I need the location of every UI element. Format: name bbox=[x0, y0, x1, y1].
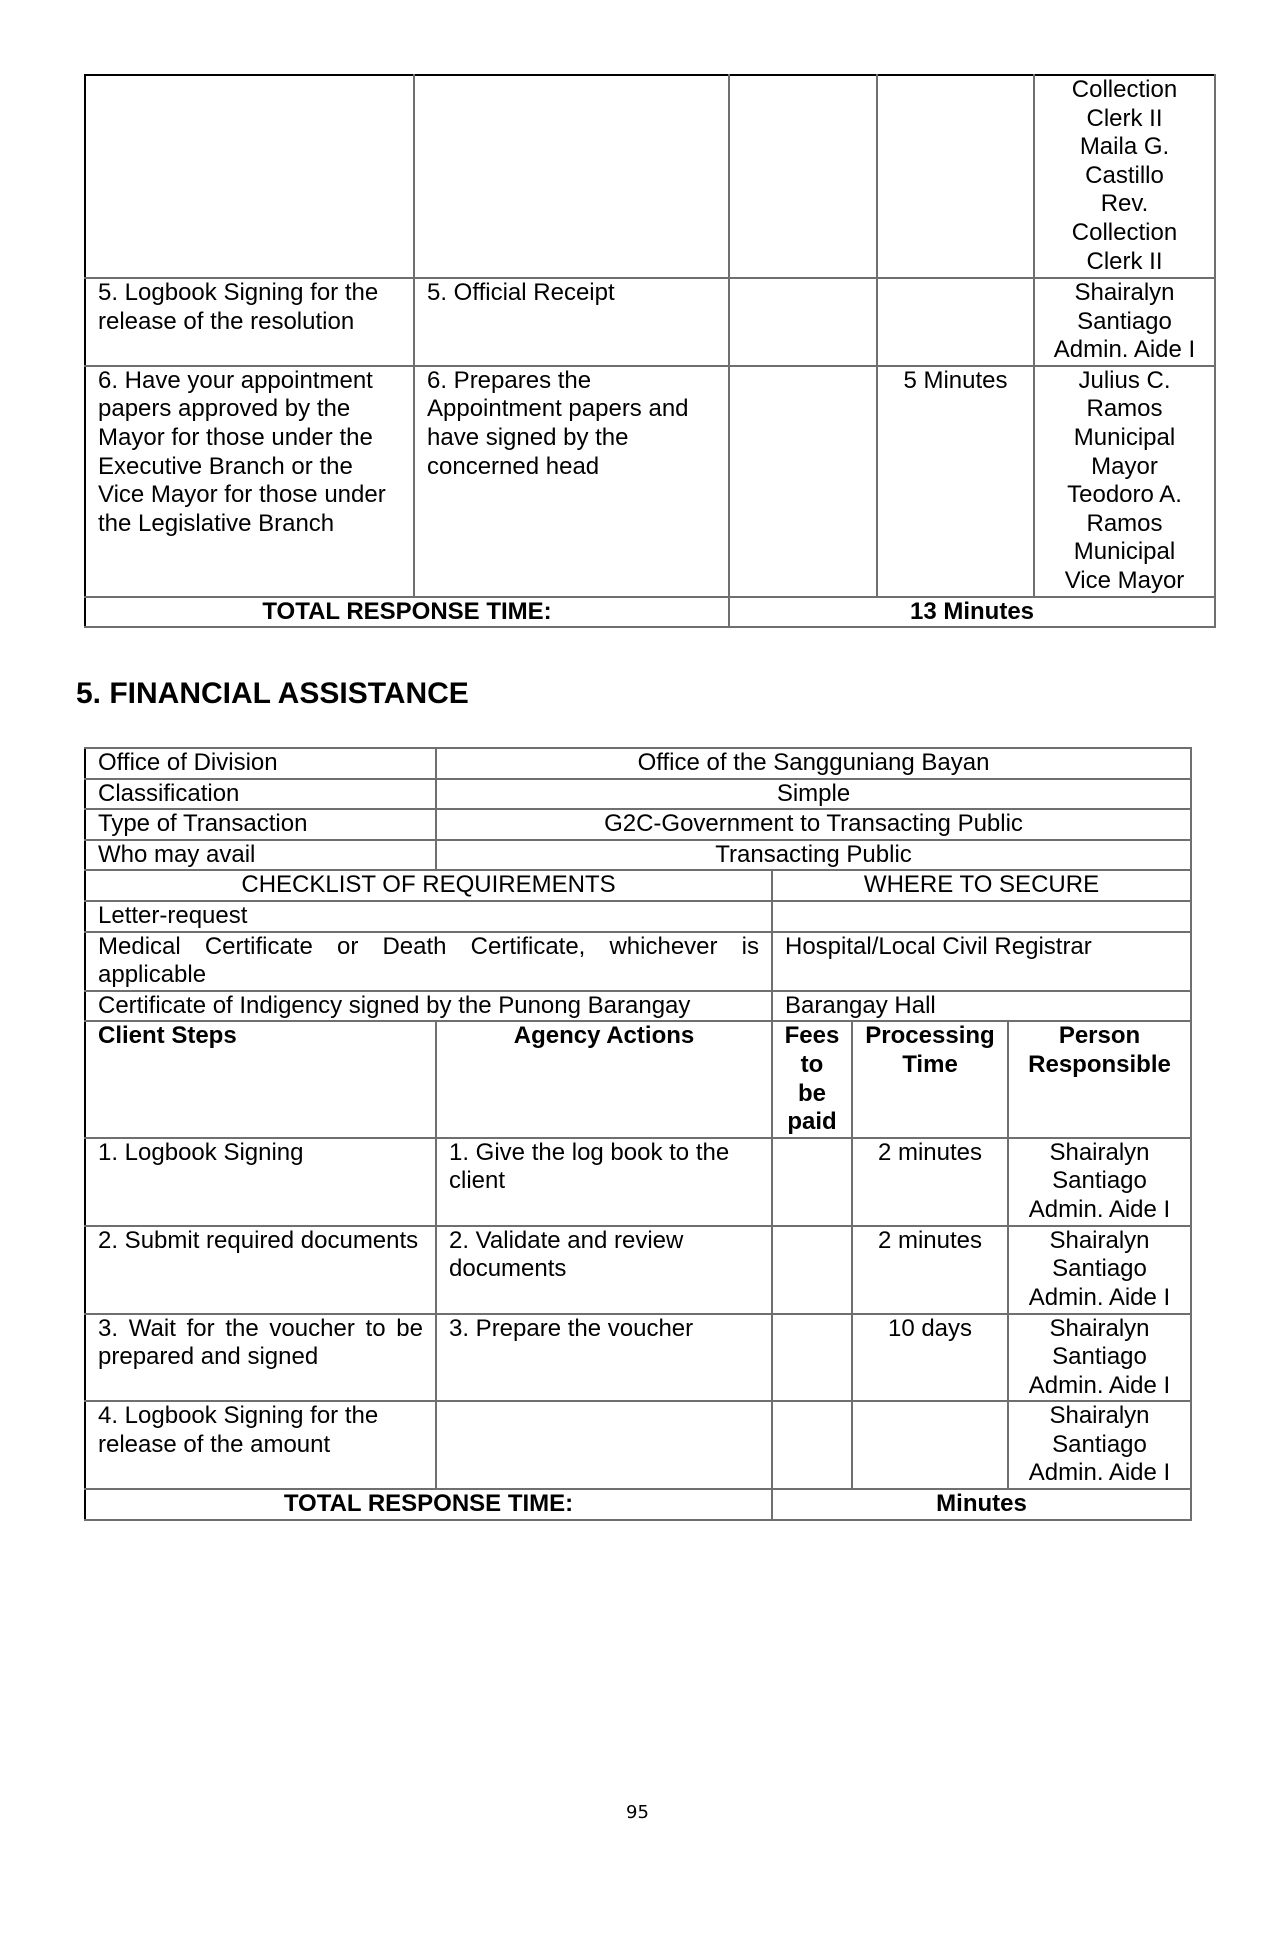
total-response-time-label: TOTAL RESPONSE TIME: bbox=[85, 1489, 772, 1520]
info-row bbox=[85, 809, 1191, 840]
requirement-where: Hospital/Local Civil Registrar bbox=[772, 932, 1191, 991]
agency-action-cell: 2. Validate and review documents bbox=[436, 1226, 772, 1314]
info-value: Transacting Public bbox=[436, 840, 1191, 871]
header-line: Time bbox=[902, 1050, 958, 1078]
person-line: Shairalyn bbox=[1049, 1314, 1150, 1342]
info-value: Office of the Sangguniang Bayan bbox=[436, 748, 1191, 779]
person-responsible-cell bbox=[1008, 1226, 1191, 1314]
person-responsible-cell bbox=[1008, 1401, 1191, 1489]
person-line: Vice Mayor bbox=[1064, 566, 1185, 594]
fees-cell bbox=[729, 278, 877, 366]
client-steps-header: Client Steps bbox=[85, 1021, 436, 1137]
agency-action-cell bbox=[436, 1401, 772, 1489]
info-label: Office of Division bbox=[85, 748, 436, 779]
person-line: Admin. Aide I bbox=[1028, 1283, 1171, 1311]
client-step-cell: 1. Logbook Signing bbox=[85, 1138, 436, 1226]
person-line: Santiago bbox=[1052, 1430, 1147, 1458]
requirement-row bbox=[85, 901, 1191, 932]
total-response-time-label: TOTAL RESPONSE TIME: bbox=[85, 597, 729, 628]
person-line: Mayor bbox=[1091, 452, 1158, 480]
person-line: Ramos bbox=[1086, 509, 1163, 537]
requirement-row bbox=[85, 932, 1191, 991]
info-row bbox=[85, 748, 1191, 779]
client-step-cell: 6. Have your appointment papers approved by the Mayor for those under the Executive Branch or the Vice Mayor for those under the Legislative Branch bbox=[85, 366, 414, 597]
total-response-time-value: 13 Minutes bbox=[729, 597, 1215, 628]
table-row bbox=[85, 278, 1215, 366]
person-line: Admin. Aide I bbox=[1028, 1459, 1171, 1487]
processing-time-cell: 2 minutes bbox=[852, 1226, 1008, 1314]
header-line: Fees bbox=[784, 1022, 840, 1050]
person-line: Shairalyn bbox=[1049, 1402, 1150, 1430]
fees-cell bbox=[772, 1314, 852, 1402]
info-value: G2C-Government to Transacting Public bbox=[436, 809, 1191, 840]
person-responsible-cell bbox=[1034, 75, 1215, 278]
client-step-cell: 2. Submit required documents bbox=[85, 1226, 436, 1314]
person-line: Teodoro A. bbox=[1067, 481, 1182, 509]
person-responsible-cell bbox=[1008, 1138, 1191, 1226]
requirement-row bbox=[85, 991, 1191, 1022]
financial-assistance-table bbox=[84, 747, 1192, 1521]
client-step-cell: 3. Wait for the voucher to be prepared and signed bbox=[85, 1314, 436, 1402]
client-step-cell bbox=[85, 75, 414, 278]
person-line: Shairalyn bbox=[1049, 1138, 1150, 1166]
processing-time-cell bbox=[877, 75, 1034, 278]
table-row bbox=[85, 366, 1215, 597]
checklist-header-row bbox=[85, 870, 1191, 901]
header-line: Processing bbox=[865, 1022, 995, 1050]
page-number: 95 bbox=[626, 1802, 649, 1823]
person-responsible-cell bbox=[1008, 1314, 1191, 1402]
processing-time-header bbox=[852, 1021, 1008, 1137]
steps-header-row bbox=[85, 1021, 1191, 1137]
info-row bbox=[85, 779, 1191, 810]
where-to-secure-header: WHERE TO SECURE bbox=[772, 870, 1191, 901]
agency-action-cell: 1. Give the log book to the client bbox=[436, 1138, 772, 1226]
person-line: Collection bbox=[1071, 76, 1178, 103]
info-value: Simple bbox=[436, 779, 1191, 810]
agency-action-cell: 5. Official Receipt bbox=[414, 278, 729, 366]
fees-cell bbox=[772, 1226, 852, 1314]
section-heading: 5. FINANCIAL ASSISTANCE bbox=[76, 677, 469, 710]
person-line: Collection bbox=[1071, 218, 1178, 246]
step-row bbox=[85, 1226, 1191, 1314]
step-row bbox=[85, 1138, 1191, 1226]
person-line: Municipal bbox=[1073, 538, 1176, 566]
processing-time-cell bbox=[877, 278, 1034, 366]
processing-time-cell: 5 Minutes bbox=[877, 366, 1034, 597]
person-line: Clerk II bbox=[1086, 247, 1163, 275]
person-line: Santiago bbox=[1052, 1255, 1147, 1283]
agency-actions-header: Agency Actions bbox=[436, 1021, 772, 1137]
person-responsible-cell bbox=[1034, 278, 1215, 366]
person-line: Santiago bbox=[1077, 307, 1172, 335]
requirement-where: Barangay Hall bbox=[772, 991, 1191, 1022]
total-response-time-value: Minutes bbox=[772, 1489, 1191, 1520]
header-line: Responsible bbox=[1028, 1050, 1171, 1078]
info-row bbox=[85, 840, 1191, 871]
person-responsible-cell bbox=[1034, 366, 1215, 597]
person-line: Santiago bbox=[1052, 1343, 1147, 1371]
fees-cell bbox=[772, 1138, 852, 1226]
client-step-cell: 4. Logbook Signing for the release of the amount bbox=[85, 1401, 436, 1489]
step-row bbox=[85, 1401, 1191, 1489]
fees-cell bbox=[772, 1401, 852, 1489]
agency-action-cell: 6. Prepares the Appointment papers and have signed by the concerned head bbox=[414, 366, 729, 597]
processing-time-cell: 10 days bbox=[852, 1314, 1008, 1402]
processing-time-cell bbox=[852, 1401, 1008, 1489]
person-line: Julius C. bbox=[1078, 366, 1171, 394]
person-line: Ramos bbox=[1086, 395, 1163, 423]
client-step-cell: 5. Logbook Signing for the release of the resolution bbox=[85, 278, 414, 366]
person-line: Admin. Aide I bbox=[1053, 336, 1196, 364]
person-responsible-header bbox=[1008, 1021, 1191, 1137]
step-row bbox=[85, 1314, 1191, 1402]
person-line: Admin. Aide I bbox=[1028, 1371, 1171, 1399]
person-line: Clerk II bbox=[1086, 104, 1163, 132]
processing-time-cell: 2 minutes bbox=[852, 1138, 1008, 1226]
fees-header bbox=[772, 1021, 852, 1137]
previous-service-steps-table bbox=[84, 74, 1216, 628]
requirement-item: Certificate of Indigency signed by the Punong Barangay bbox=[85, 991, 772, 1022]
person-line: Castillo bbox=[1085, 161, 1164, 189]
person-line: Municipal bbox=[1073, 423, 1176, 451]
requirement-item: Letter-request bbox=[85, 901, 772, 932]
table-row bbox=[85, 75, 1215, 278]
fees-cell bbox=[729, 75, 877, 278]
person-line: Admin. Aide I bbox=[1028, 1195, 1171, 1223]
requirement-where bbox=[772, 901, 1191, 932]
checklist-header: CHECKLIST OF REQUIREMENTS bbox=[85, 870, 772, 901]
info-label: Type of Transaction bbox=[85, 809, 436, 840]
agency-action-cell bbox=[414, 75, 729, 278]
person-line: Santiago bbox=[1052, 1167, 1147, 1195]
total-row bbox=[85, 597, 1215, 628]
info-label: Who may avail bbox=[85, 840, 436, 871]
person-line: Rev. bbox=[1100, 190, 1149, 218]
header-line: Person bbox=[1058, 1022, 1141, 1050]
requirement-item: Medical Certificate or Death Certificate, whichever is applicable bbox=[85, 932, 772, 991]
header-line: be bbox=[797, 1079, 826, 1107]
person-line: Shairalyn bbox=[1074, 279, 1175, 306]
person-line: Shairalyn bbox=[1049, 1226, 1150, 1254]
header-line: paid bbox=[787, 1108, 837, 1136]
total-row bbox=[85, 1489, 1191, 1520]
person-line: Maila G. bbox=[1079, 133, 1170, 161]
fees-cell bbox=[729, 366, 877, 597]
agency-action-cell: 3. Prepare the voucher bbox=[436, 1314, 772, 1402]
info-label: Classification bbox=[85, 779, 436, 810]
header-line: to bbox=[800, 1050, 824, 1078]
